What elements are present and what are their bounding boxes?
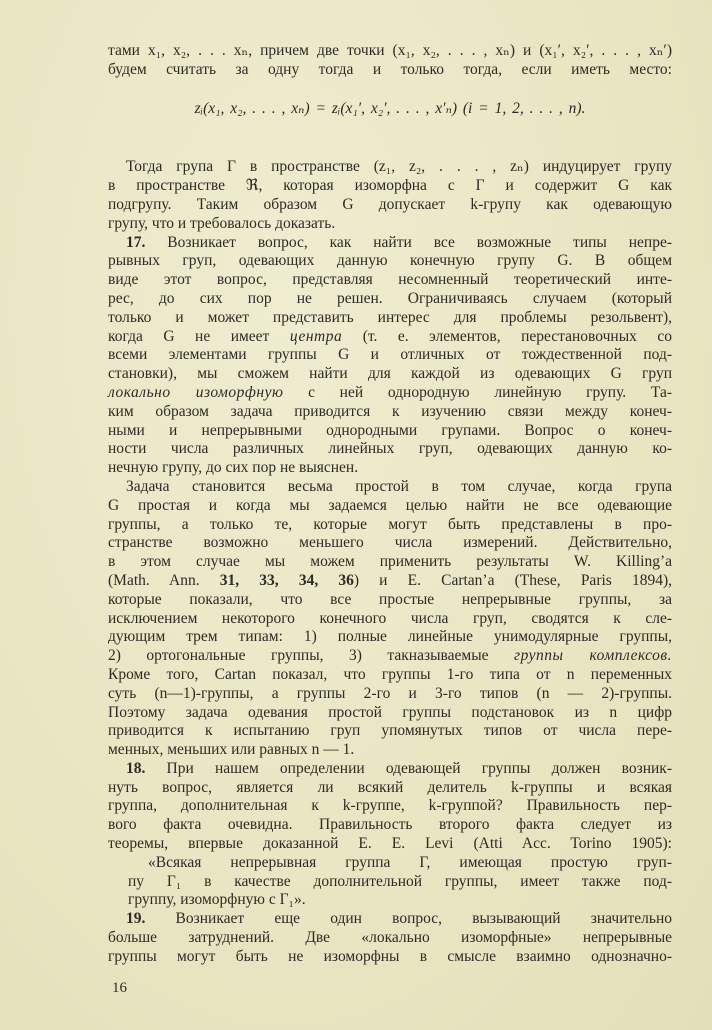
paragraph (108, 478, 672, 760)
text-line (108, 835, 672, 854)
text-segment: приводится к испытанию груп упомянутых типов от числа пере- (108, 722, 672, 740)
italic-text: группы комплексов. (514, 647, 672, 665)
text-segment: Тогда група Γ в пространстве (z₁, z₂, . . . , zₙ) индуцирует групу (126, 158, 672, 176)
text-line (108, 403, 672, 422)
text-line (108, 478, 672, 497)
text-line (108, 854, 672, 873)
text-segment: Поэтому задача одевания простой группы подстановок из n цифр (108, 703, 672, 721)
text-segment: группу, изоморфную с Γ₁». (128, 891, 306, 909)
text-line (108, 177, 672, 196)
text-segment: виде этот вопрос, представляя несомненный теоретический инте- (108, 271, 672, 289)
text-segment: менных, меньших или равных n — 1. (108, 741, 355, 759)
text-segment: Кроме того, Cartan показал, что группы 1-го типа от n переменных (108, 665, 672, 683)
text-segment: ким образом задача приводится к изучению связи между конеч- (108, 402, 672, 420)
text-segment: нуть вопрос, является ли всякий делитель k-группы и всякая (108, 778, 672, 796)
text-segment: «Всякая непрерывная группа Γ, имеющая простую груп- (148, 853, 672, 871)
text-line (108, 704, 672, 723)
bold-text: 31, 33, 34, 36 (219, 571, 354, 589)
text-segment: становки), мы сможем найти для каждой из одевающих G груп (108, 365, 672, 383)
text-segment: группа, дополнительная к k-группе, k-группой? Правильность пер- (108, 797, 672, 815)
text-segment: рес, до сих пор не решен. Ограничиваясь случаем (который (108, 289, 672, 307)
text-segment: Возникает вопрос, как найти все возможные типы непре- (145, 233, 672, 251)
text-segment: вого факта очевидна. Правильность второго факта следует из (108, 816, 672, 834)
text-segment: странстве возможно меньшего числа измерений. Действительно, (108, 534, 672, 552)
text-segment: ными и непрерывными однородными групами. Вопрос о конеч- (108, 421, 672, 439)
text-line (108, 797, 672, 816)
text-segment: группы, а только те, которые могут быть представлены в про- (108, 515, 672, 533)
text-line (108, 647, 672, 666)
text-segment: всеми элементами группы G и отличных от тождественной под- (108, 346, 672, 364)
text-line (108, 365, 672, 384)
page-text (108, 42, 672, 967)
text-segment: теоремы, впервые доказанной E. E. Levi (Atti Acc. Torino 1905): (108, 835, 672, 853)
text-segment: тами x₁, x₂, . . . xₙ, причем две точки (x₁, x₂, . . . , xₙ) и (x₁′, x₂′, . . . , xₙ′) (108, 42, 672, 59)
text-segment: исключением некоторого конечного числа груп, сводятся к сле- (108, 609, 672, 627)
text-line (108, 252, 672, 271)
text-segment: нечную групу, до сих пор не выяснен. (108, 459, 359, 477)
bold-text: 17. (126, 233, 146, 251)
text-line (108, 741, 672, 760)
text-line (108, 910, 672, 929)
text-line (108, 722, 672, 741)
text-line (108, 215, 672, 234)
text-segment: в пространстве ℜ, которая изоморфна с Γ и содержит G как (108, 177, 672, 195)
text-segment: ) и E. Cartan’a (These, Paris 1894), (353, 571, 673, 589)
text-line (108, 553, 672, 572)
text-line (108, 591, 672, 610)
italic-text: центра (289, 327, 343, 345)
text-segment: когда G не имеет (108, 327, 290, 345)
text-line (108, 290, 672, 309)
text-line (108, 309, 672, 328)
text-line (108, 779, 672, 798)
text-segment: которые показали, что все простые непрерывные группы, за (108, 590, 672, 608)
text-line (108, 422, 672, 441)
text-line (108, 685, 672, 704)
text-line (108, 572, 672, 591)
text-segment: с ней однородную линейную групу. Та- (283, 383, 672, 401)
text-line (108, 516, 672, 535)
paragraph (108, 234, 672, 478)
paragraph (108, 158, 672, 233)
page-number: 16 (112, 980, 127, 996)
theorem-quote (108, 854, 672, 910)
paragraph (108, 910, 672, 966)
text-segment: ности числа различных линейных груп, одевающих данную ко- (108, 440, 672, 458)
bold-text: 19. (126, 910, 146, 928)
text-segment: подгрупу. Таким образом G допускает k-групу как одевающую (108, 195, 672, 213)
bold-text: 18. (126, 759, 146, 777)
display-formula: zᵢ(x₁, x₂, . . . , xₙ) = zᵢ(x₁′, x₂′, . . . , x′ₙ) (i = 1, 2, . . . , n). (194, 99, 586, 117)
text-line (108, 459, 672, 478)
text-segment: рывных груп, одевающих данную конечную групу G. В общем (108, 252, 672, 270)
text-line (108, 891, 672, 910)
text-line (108, 42, 672, 61)
text-segment: в этом случае мы можем применить результаты W. Killing’a (108, 553, 672, 571)
text-line (108, 158, 672, 177)
text-segment: (т. е. элементов, перестановочных со (342, 327, 672, 345)
text-line (108, 760, 672, 779)
text-line (108, 929, 672, 948)
text-segment: группы могут быть не изоморфны в смысле взаимно однозначно- (108, 947, 672, 965)
text-line (108, 628, 672, 647)
text-segment: (Math. Ann. (108, 571, 220, 589)
text-line (108, 384, 672, 403)
text-line (108, 234, 672, 253)
text-segment: дующим трем типам: 1) полные линейные унимодулярные группы, (108, 628, 672, 646)
text-line (108, 666, 672, 685)
text-line (108, 440, 672, 459)
text-segment: При нашем определении одевающей группы должен возник- (145, 759, 672, 777)
text-segment: суть (n—1)-группы, а группы 2-го и 3-го типов (n — 2)-группы. (108, 684, 672, 702)
text-line (108, 196, 672, 215)
text-line (108, 346, 672, 365)
text-segment: Задача становится весьма простой в том случае, когда група (126, 477, 672, 495)
italic-text: локально изоморфную (108, 383, 284, 401)
text-line (108, 328, 672, 347)
text-line (108, 816, 672, 835)
text-segment: G простая и когда мы задаемся целью найти не все одевающие (108, 496, 672, 514)
text-line (108, 948, 672, 967)
text-segment: будем считать за одну тогда и только тогда, если иметь место: (108, 60, 672, 78)
text-segment: Возникает еще один вопрос, вызывающий значительно (145, 910, 672, 928)
text-segment: групу, что и требовалось доказать. (108, 214, 336, 232)
text-line (108, 873, 672, 892)
text-segment: 2) ортогональные группы, 3) такназываемые (108, 647, 515, 665)
text-segment: только и может представить интерес для проблемы резольвент), (108, 308, 672, 326)
text-line (108, 534, 672, 553)
paragraph (108, 760, 672, 854)
text-line (108, 610, 672, 629)
text-segment: пу Γ₁ в качестве дополнительной группы, имеет также под- (128, 872, 672, 890)
text-line (108, 497, 672, 516)
paragraph (108, 42, 672, 80)
text-line (108, 61, 672, 80)
text-line (108, 271, 672, 290)
text-segment: больше затруднений. Две «локально изоморфные» непрерывные (108, 929, 672, 947)
